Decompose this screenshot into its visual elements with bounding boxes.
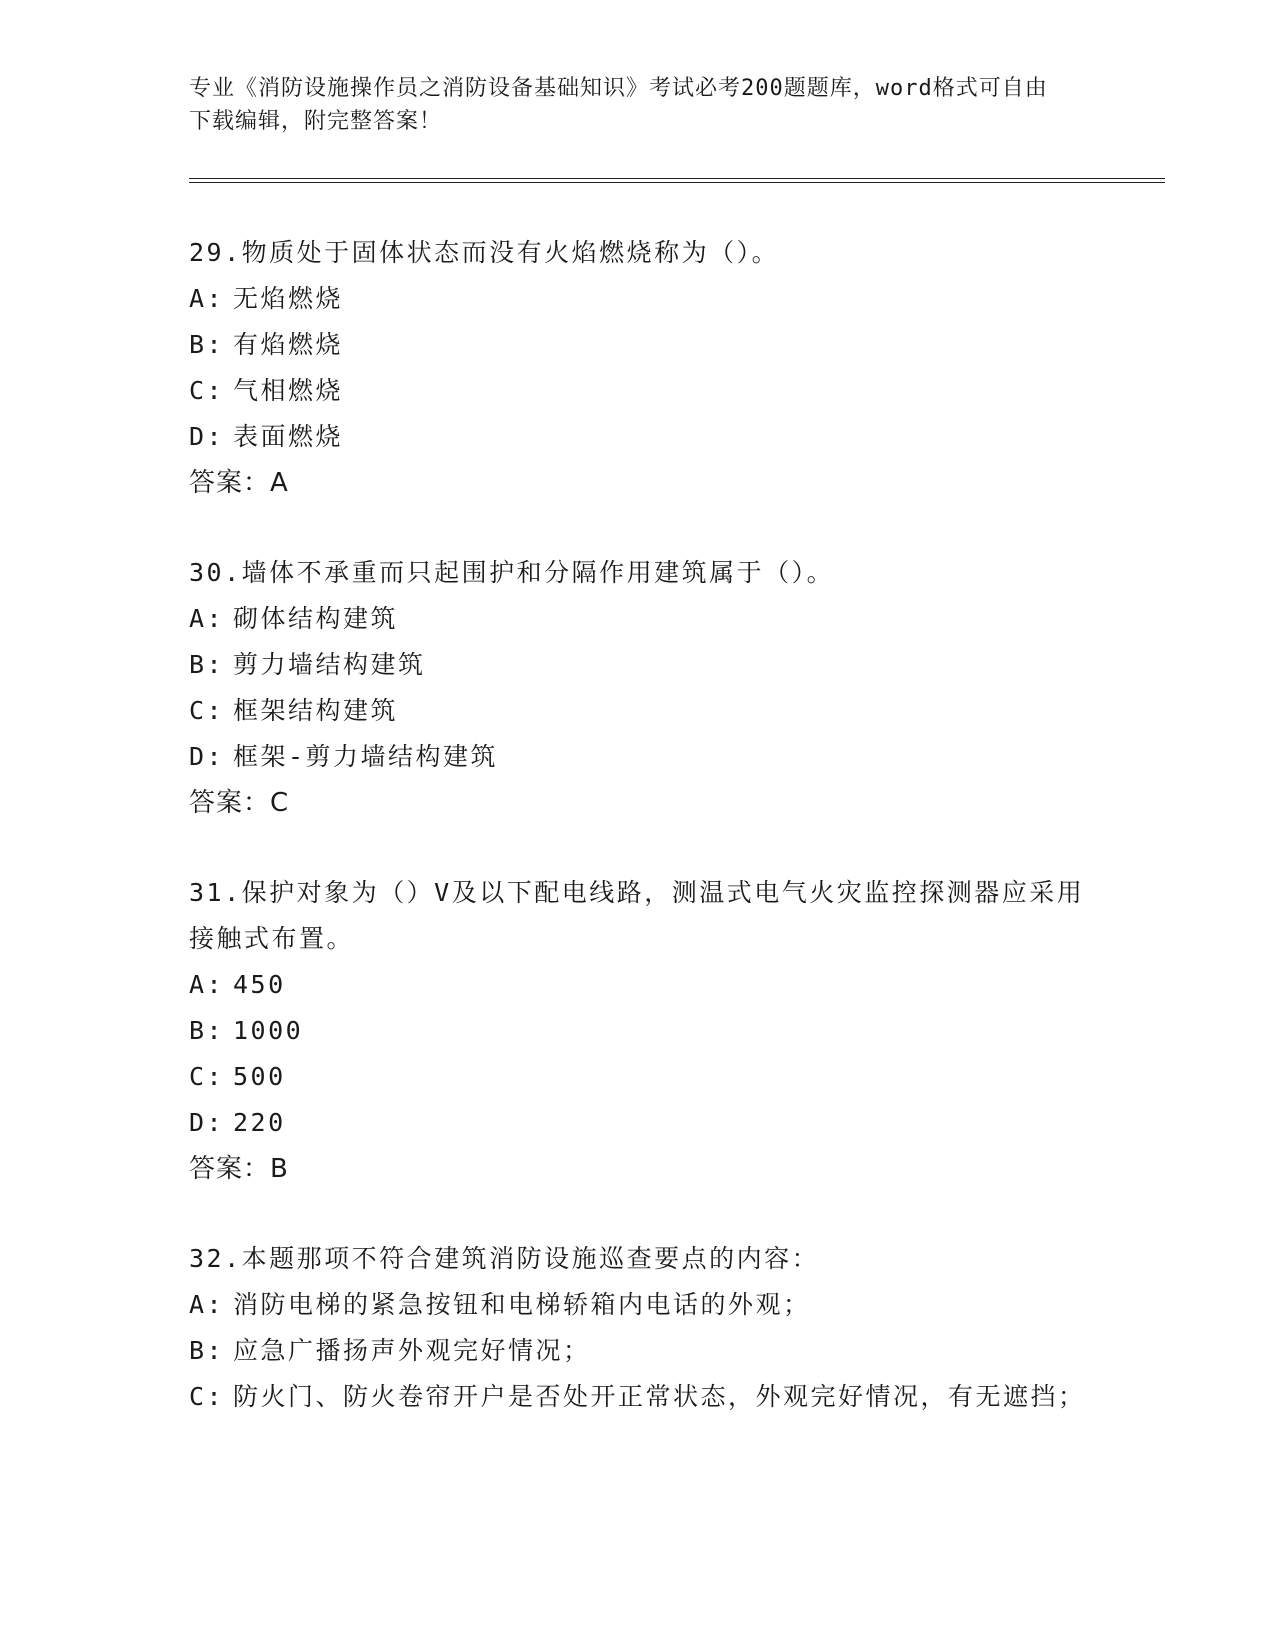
option-text: 砌体结构建筑 bbox=[233, 604, 399, 633]
option-text: 450 bbox=[233, 970, 286, 999]
option-text: 500 bbox=[233, 1062, 286, 1091]
question-stem: 32.本题那项不符合建筑消防设施巡查要点的内容： bbox=[189, 1244, 820, 1273]
question-stem: 31.保护对象为（）V及以下配电线路，测温式电气火灾监控探测器应采用接触式布置。 bbox=[189, 878, 1085, 953]
option-key: B: bbox=[189, 650, 225, 679]
option-c bbox=[189, 1054, 1089, 1100]
question-31 bbox=[189, 870, 1089, 1192]
option-key: B: bbox=[189, 330, 225, 359]
question-29 bbox=[189, 230, 1089, 506]
option-key: C: bbox=[189, 1382, 225, 1411]
option-text: 无焰燃烧 bbox=[233, 284, 344, 313]
question-32 bbox=[189, 1236, 1089, 1420]
option-a bbox=[189, 276, 1089, 322]
option-key: C: bbox=[189, 376, 225, 405]
header-divider bbox=[189, 178, 1165, 183]
option-key: D: bbox=[189, 742, 225, 771]
option-key: A: bbox=[189, 604, 225, 633]
option-b bbox=[189, 1008, 1089, 1054]
option-c bbox=[189, 688, 1089, 734]
option-text: 表面燃烧 bbox=[233, 422, 344, 451]
option-key: A: bbox=[189, 284, 225, 313]
option-key: C: bbox=[189, 1062, 225, 1091]
option-key: B: bbox=[189, 1016, 225, 1045]
option-key: A: bbox=[189, 1290, 225, 1319]
answer-line: 答案：A bbox=[189, 468, 289, 498]
option-text: 1000 bbox=[233, 1016, 304, 1045]
option-d bbox=[189, 734, 1089, 780]
option-key: A: bbox=[189, 970, 225, 999]
option-text: 剪力墙结构建筑 bbox=[233, 650, 426, 679]
option-d bbox=[189, 1100, 1089, 1146]
document-header: 专业《消防设施操作员之消防设备基础知识》考试必考200题题库，word格式可自由下载编辑，附完整答案！ bbox=[189, 76, 1048, 134]
question-list bbox=[189, 230, 1089, 1464]
option-text: 气相燃烧 bbox=[233, 376, 344, 405]
option-key: C: bbox=[189, 696, 225, 725]
option-text: 框架-剪力墙结构建筑 bbox=[233, 742, 499, 771]
option-text: 应急广播扬声外观完好情况； bbox=[233, 1336, 591, 1365]
question-stem: 30.墙体不承重而只起围护和分隔作用建筑属于（）。 bbox=[189, 558, 835, 587]
option-a bbox=[189, 1282, 1089, 1328]
option-text: 有焰燃烧 bbox=[233, 330, 344, 359]
option-key: D: bbox=[189, 422, 225, 451]
option-key: B: bbox=[189, 1336, 225, 1365]
option-text: 防火门、防火卷帘开户是否处开正常状态，外观完好情况，有无遮挡； bbox=[233, 1382, 1086, 1411]
option-text: 消防电梯的紧急按钮和电梯轿箱内电话的外观； bbox=[233, 1290, 811, 1319]
option-key: D: bbox=[189, 1108, 225, 1137]
option-c bbox=[189, 368, 1089, 414]
option-a bbox=[189, 962, 1089, 1008]
option-c bbox=[189, 1374, 1089, 1420]
option-d bbox=[189, 414, 1089, 460]
option-b bbox=[189, 1328, 1089, 1374]
option-text: 220 bbox=[233, 1108, 286, 1137]
option-a bbox=[189, 596, 1089, 642]
option-text: 框架结构建筑 bbox=[233, 696, 399, 725]
answer-line: 答案：C bbox=[189, 788, 290, 818]
question-30 bbox=[189, 550, 1089, 826]
question-stem: 29.物质处于固体状态而没有火焰燃烧称为（）。 bbox=[189, 238, 780, 267]
answer-line: 答案：B bbox=[189, 1154, 289, 1184]
option-b bbox=[189, 322, 1089, 368]
option-b bbox=[189, 642, 1089, 688]
